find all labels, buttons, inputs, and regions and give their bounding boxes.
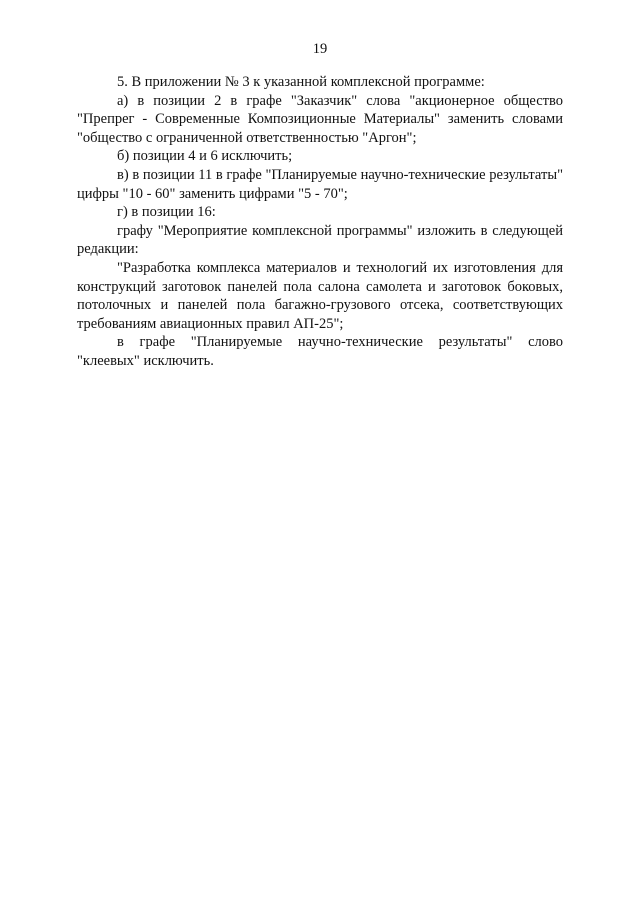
paragraph-subitem-g: г) в позиции 16: — [117, 204, 216, 221]
page-number: 19 — [312, 41, 328, 57]
paragraph-column-activity: графу "Мероприятие комплексной программы" изложить в следующей редакции: — [77, 222, 563, 258]
document-body — [77, 73, 563, 371]
paragraph-new-wording: "Разработка комплекса материалов и технологий их изготовления для конструкций заготовок панелей пола салона самолета и заготовок боковых, потолочных и панелей пола багажно-грузового отсека, соответствующих требованиям авиационных правил АП-25"; — [77, 259, 563, 332]
paragraph-item-5: 5. В приложении № 3 к указанной комплексной программе: — [117, 74, 485, 90]
paragraph-subitem-v: в) в позиции 11 в графе "Планируемые научно-технические результаты" цифры "10 - 60" заменить цифрами "5 - 70"; — [77, 166, 563, 202]
paragraph-subitem-b: б) позиции 4 и 6 исключить; — [117, 148, 293, 165]
paragraph-subitem-a: а) в позиции 2 в графе "Заказчик" слова "акционерное общество "Препрег - Современные Композиционные Материалы" заменить словами "общество с ограниченной ответственностью "Аргон"; — [77, 92, 563, 146]
paragraph-column-results: в графе "Планируемые научно-технические результаты" слово "клеевых" исключить. — [77, 334, 563, 369]
